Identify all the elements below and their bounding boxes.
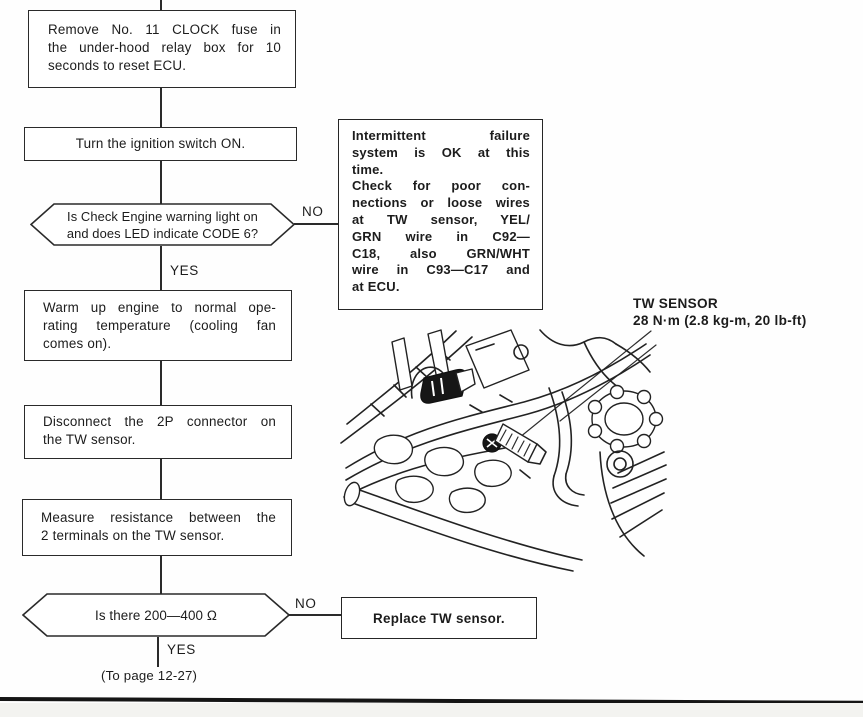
flow-connector [160, 88, 162, 128]
text-line: at TW sensor, YEL/ [352, 211, 530, 227]
engine-illustration [338, 316, 672, 572]
text-line: Measure resistance between the [41, 510, 276, 525]
step-text: Turn the ignition switch ON. [75, 136, 246, 151]
flow-connector [160, 458, 162, 499]
yes-label: YES [167, 642, 196, 657]
text-line: Is Check Engine warning light on [67, 208, 258, 224]
text-line: Remove No. 11 CLOCK fuse in [48, 22, 281, 37]
text-line: system is OK at this [352, 144, 530, 160]
text-line: 2 terminals on the TW sensor. [41, 528, 225, 543]
no-label: NO [295, 596, 317, 611]
no-branch-line-resistance [289, 614, 341, 616]
text-line: Is there 200—400 Ω [95, 607, 217, 623]
text-line: GRN wire in C92— [352, 228, 530, 244]
yes-label: YES [170, 263, 199, 278]
flow-connector [157, 637, 159, 667]
step-box-measure [22, 499, 292, 556]
text-line: Intermittent failure [352, 128, 530, 143]
page-footer-area [0, 703, 863, 717]
text-line: rating temperature (cooling fan [43, 318, 276, 333]
text-line: Check for poor con- [352, 178, 530, 194]
text-line: seconds to reset ECU. [48, 58, 187, 73]
step-box-disconnect [24, 405, 292, 459]
note-paragraph-1 [352, 128, 530, 178]
text-line: the under-hood relay box for 10 [48, 40, 281, 55]
intake-runners [374, 395, 530, 512]
text-line: nections or loose wires [352, 195, 530, 211]
action-text: Replace TW sensor. [373, 610, 505, 626]
flow-connector [160, 360, 162, 405]
tw-sensor-drawing [483, 424, 546, 464]
engine-block-top [466, 330, 650, 390]
tw-sensor-label-title: TW SENSOR [633, 296, 719, 311]
decision-resistance [22, 593, 290, 637]
decision-code6 [30, 203, 295, 246]
text-line: time. [352, 161, 384, 177]
step-box-reset-ecu [28, 10, 296, 88]
to-page-reference: (To page 12-27) [101, 668, 198, 683]
tw-sensor-label-torque: 28 N·m (2.8 kg-m, 20 lb-ft) [633, 313, 807, 328]
text-line: at ECU. [352, 279, 400, 295]
text-line: Disconnect the 2P connector on [43, 414, 276, 429]
action-box-replace-sensor [341, 597, 537, 639]
decision-code6-text [30, 203, 295, 246]
note-paragraph-2 [352, 178, 530, 296]
no-branch-line-code6 [294, 223, 338, 225]
radiator-cap-drawing [589, 386, 663, 478]
decision-resistance-text [22, 593, 290, 637]
text-line: wire in C93—C17 and [352, 262, 530, 278]
text-line: C18, also GRN/WHT [352, 245, 530, 261]
step-box-warm-up [24, 290, 292, 361]
text-line: Warm up engine to normal ope- [43, 300, 276, 315]
note-box-intermittent [338, 119, 543, 310]
no-label: NO [302, 204, 324, 219]
text-line: comes on). [43, 336, 112, 351]
text-line: and does LED indicate CODE 6? [66, 225, 259, 241]
flow-connector [160, 246, 162, 291]
flow-connector [160, 161, 162, 204]
step-box-ignition [24, 127, 297, 161]
text-line: the TW sensor. [43, 432, 136, 447]
flow-connector [160, 555, 162, 594]
